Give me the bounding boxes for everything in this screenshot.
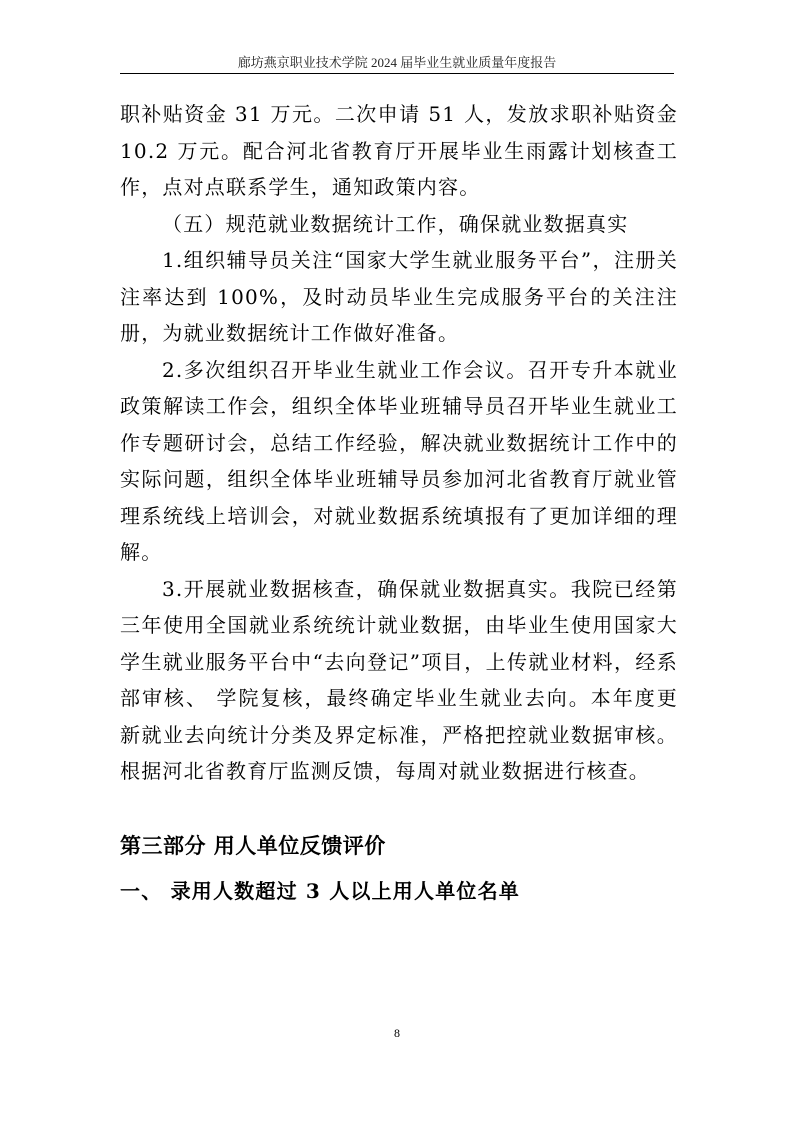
section-title: 一、 录用人数超过 3 人以上用人单位名单 — [120, 878, 521, 903]
page-number: 8 — [394, 1026, 400, 1040]
paragraph-subsidy-continued: 职补贴资金 31 万元。二次申请 51 人，发放求职补贴资金 10.2 万元。配合河北省教育厅开展毕业生雨露计划核查工作，点对点联系学生，通知政策内容。 — [120, 102, 678, 199]
running-header: 廊坊燕京职业技术学院 2024 届毕业生就业质量年度报告 — [237, 55, 557, 70]
page-body — [120, 96, 678, 910]
subheading-data-statistics: （五）规范就业数据统计工作，确保就业数据真实 — [162, 211, 629, 236]
list-item-3: 3.开展就业数据核查，确保就业数据真实。我院已经第三年使用全国就业系统统计就业数据，由毕业生使用国家大学生就业服务平台中“去向登记”项目，上传就业材料，经系部审核、 学院复核，最终确定毕业生就业去向。本年度更新就业去向统计分类及界定标准，严格把控就业数据审核。根据河北省教育厅监测反馈，每周对就业数据进行核查。 — [120, 576, 678, 783]
header-divider — [120, 73, 674, 74]
part-title: 第三部分 用人单位反馈评价 — [120, 833, 386, 858]
list-item-2: 2.多次组织召开毕业生就业工作会议。召开专升本就业政策解读工作会，组织全体毕业班辅导员召开毕业生就业工作专题研讨会，总结工作经验，解决就业数据统计工作中的实际问题，组织全体毕业班辅导员参加河北省教育厅就业管理系统线上培训会，对就业数据系统填报有了更加详细的理解。 — [120, 357, 678, 564]
list-item-1: 1.组织辅导员关注“国家大学生就业服务平台”，注册关注率达到 100%，及时动员毕业生完成服务平台的关注注册，为就业数据统计工作做好准备。 — [120, 248, 678, 345]
